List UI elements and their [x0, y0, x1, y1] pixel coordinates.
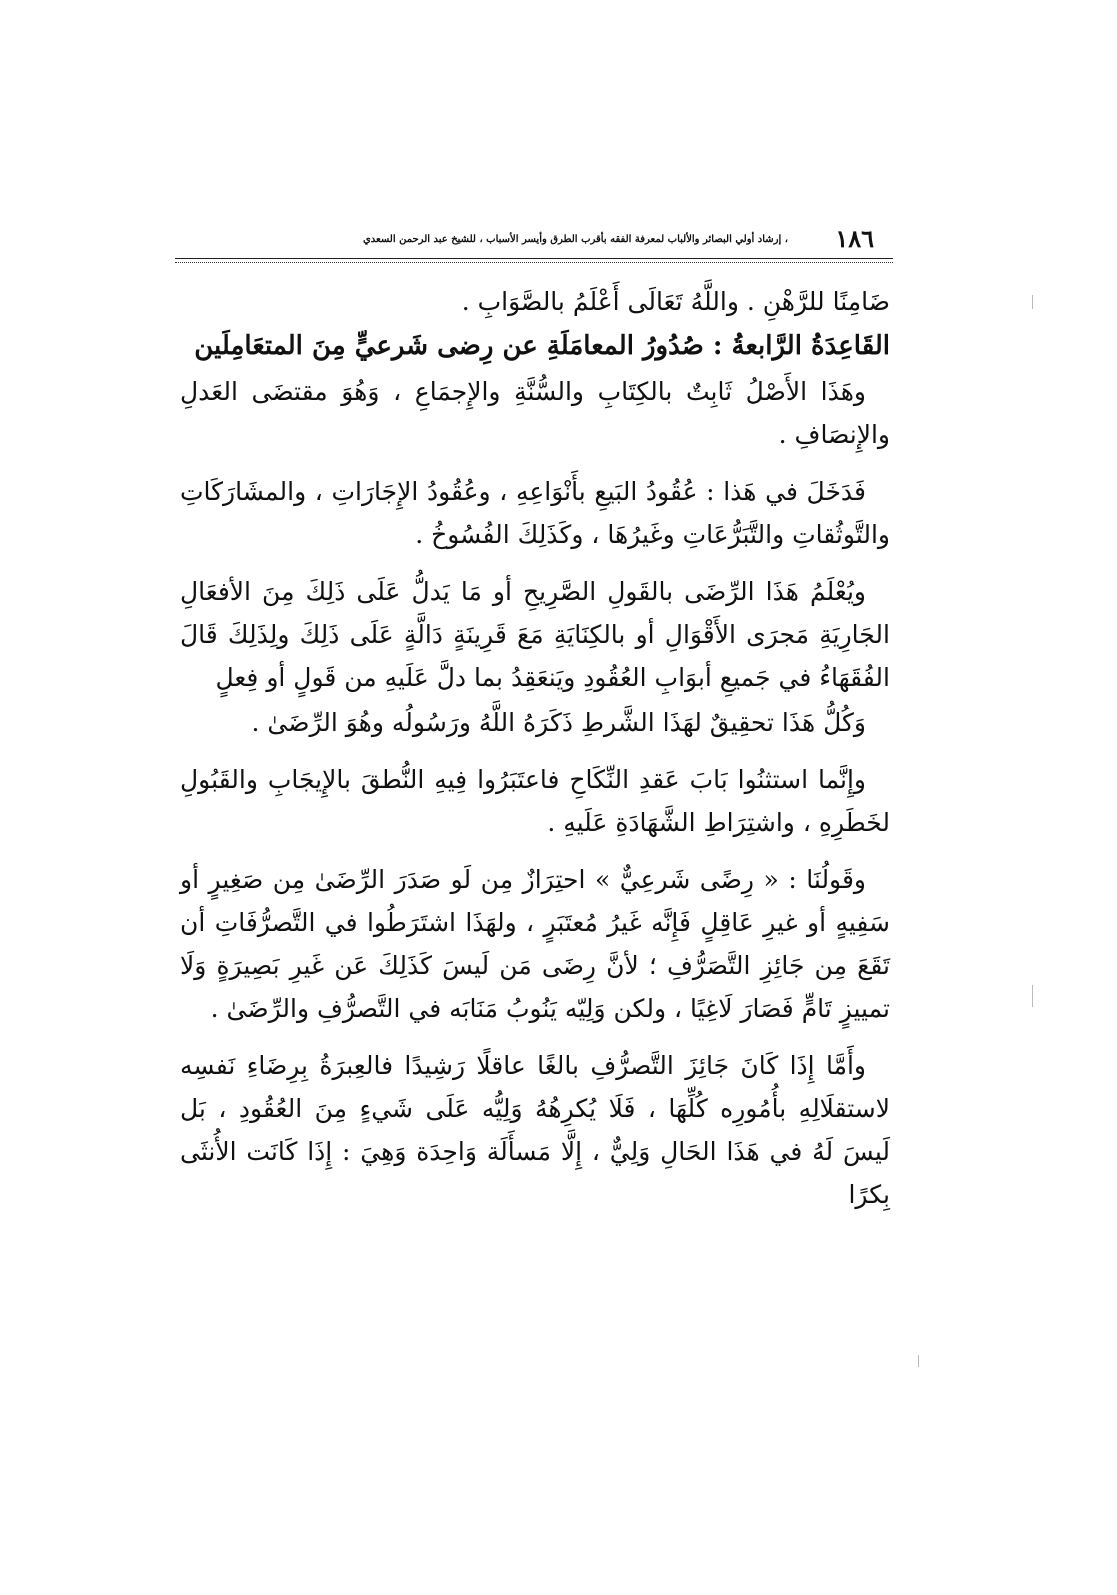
paragraph-4: ويُعْلَمُ هَذَا الرِّضَى بالقَولِ الصَّرِيحِ أو مَا يَدلُّ عَلَى ذَلِكَ مِنَ الأفعَالِ الجَارِيَةِ مَجرَى الأَقْوَالِ أو بالكِنَايَةِ مَعَ قَرِينَةٍ دَالَّةٍ عَلَى ذَلِكَ ولِذَلِكَ قَالَ الفُقَهَاءُ في جَميعِ أبوَابِ العُقُودِ ويَنعَقِدُ بما دلَّ عَلَيهِ من قَولٍ أو فِعلٍ: [180, 577, 890, 692]
header-divider: [175, 258, 893, 263]
running-title: ، إرشاد أولي البصائر والألباب لمعرفة الفقه بأقرب الطرق وأيسر الأسباب ، للشيخ عبد الرحمن السعدي: [362, 234, 788, 245]
paragraph-3: فَدَخَلَ في هَذا : عُقُودُ البَيعِ بأَنْوَاعِهِ ، وعُقُودُ الإِجَارَاتِ ، والمشَارَكَاتِ والتَّوثُقاتِ والتَّبَرُّعَاتِ وغَيرُهَا ، وكَذَلِكَ الفُسُوخُ .: [180, 477, 890, 549]
paragraph-5: وَكُلُّ هَذَا تحقِيقٌ لهَذَا الشَّرطِ ذَكَرَهُ اللَّهُ ورَسُولُه وهُوَ الرِّضَىٰ .: [251, 708, 866, 737]
section-heading: القَاعِدَةُ الرَّابعةُ : صُدُورُ المعامَلَةِ عن رِضى شَرعيٍّ مِنَ المتعَامِلَين: [194, 331, 890, 361]
paragraph-1: ضَامِنًا للرَّهْنِ . واللَّهُ تَعَالَى أَعْلَمُ بالصَّوَابِ .: [461, 287, 890, 316]
page-body: [180, 280, 890, 1230]
scan-artifact: [1032, 985, 1033, 1007]
scan-artifact: [918, 1355, 919, 1367]
paragraph-6: وإِنَّما استثنُوا بَابَ عَقدِ النِّكَاحِ فاعتَبَرُوا فِيهِ النُّطقَ بالإِيجَابِ والقَبُولِ لخَطَرِهِ ، واشتِرَاطِ الشَّهَادَةِ عَلَيهِ .: [180, 765, 890, 837]
page-number: ١٨٦: [835, 224, 874, 253]
paragraph-8: وأَمَّا إِذَا كَانَ جَائِزَ التَّصرُّفِ بالغًا عاقلًا رَشِيدًا فالعِبرَةُ بِرِضَاءِ نَفسِه لاستقلَالِهِ بأُمُورِه كُلِّهَا ، فَلَا يُكرِهُهُ وَلِيُّه عَلَى شَيءٍ مِنَ العُقُودِ ، بَل لَيسَ لَهُ في هَذَا الحَالِ وَلِيٌّ ، إِلَّا مَسأَلَة وَاحِدَة وَهِيَ : إِذَا كَانَت الأُنثَى بِكرًا: [180, 1051, 890, 1209]
scan-artifact: [1032, 295, 1033, 309]
paragraph-7: وقَولُنَا : « رِضًى شَرعِيٌّ » احتِرَازٌ مِن لَو صَدَرَ الرِّضَىٰ مِن صَغِيرٍ أو سَفِيهٍ أو غيرِ عَاقِلٍ فَإِنَّه غَيرُ مُعتَبَرٍ ، ولهَذَا اشتَرَطُوا في التَّصرُّفَاتِ أن تَقَعَ مِن جَائِزِ التَّصَرُّفِ ؛ لأنَّ رِضَى مَن لَيسَ كَذَلِكَ عَن غَيرِ بَصِيرَةٍ وَلَا تمييزٍ تَامٍّ فَصَارَ لَاغِيًا ، ولكن وَلِيّه يَنُوبُ مَنَابَه في التَّصرُّفِ والرِّضَىٰ .: [180, 865, 890, 1023]
paragraph-2: وهَذَا الأَصْلُ ثَابِتٌ بالكِتَابِ والسُّنَّةِ والإِجمَاعِ ، وَهُوَ مقتضَى العَدلِ والإِنصَافِ .: [180, 377, 890, 449]
page-header: [175, 222, 890, 262]
